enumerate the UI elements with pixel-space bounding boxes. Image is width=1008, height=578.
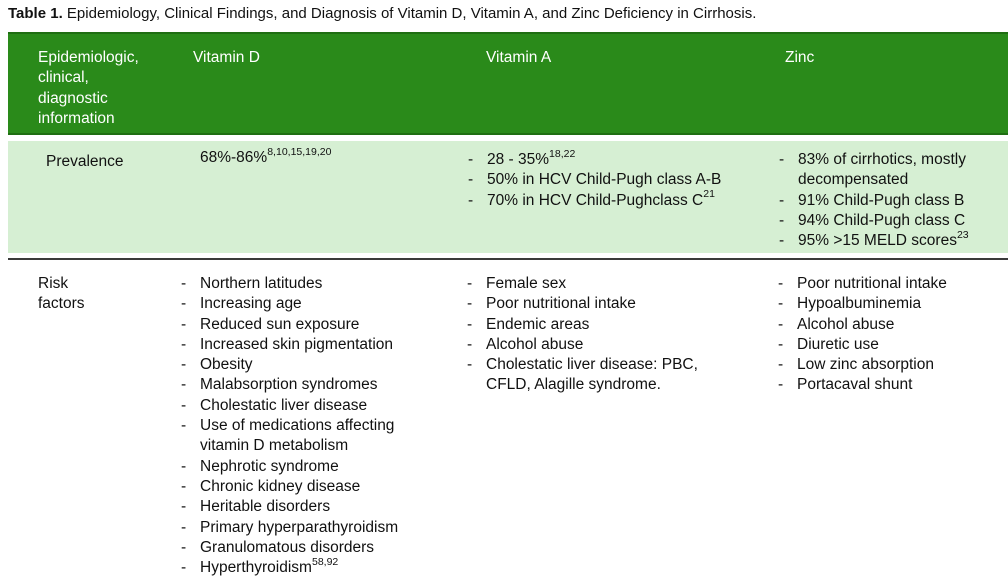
header-zinc: Zinc [785,49,815,66]
risk-vitamin-a [467,274,742,396]
list-item [778,335,993,355]
list-item-text: Hypoalbuminemia [797,295,922,313]
list-item-text: Granulomatous disorders [200,538,375,556]
list-item-text: Primary hyperparathyroidism [200,518,399,536]
list-item [778,355,993,375]
list-item-text: Low zinc absorption [797,356,934,374]
list-item [181,558,441,578]
list-item [181,335,441,355]
list-item [467,294,742,314]
list-item-text: Reduced sun exposure [200,315,360,333]
list-item [181,355,441,375]
list-item-text: Diuretic use [797,335,879,353]
risk-vitamin-a-list [467,274,742,396]
list-item [181,375,441,395]
table-caption-text: Epidemiology, Clinical Findings, and Diagnosis of Vitamin D, Vitamin A, and Zinc Deficiency in Cirrhosis. [62,5,757,22]
table-header [8,32,1008,135]
list-item-text: Poor nutritional intake [486,295,636,313]
prevalence-vitamin-d-value: 68%-86% [200,149,268,166]
reference-superscript: 58,92 [311,556,339,568]
prevalence-vitamin-d-ref: 8,10,15,19,20 [267,145,332,158]
list-item-text: Female sex [486,275,567,292]
list-item-text: Malabsorption syndromes [200,376,378,394]
list-item [467,335,742,355]
list-item [181,294,441,314]
list-item [778,315,993,335]
risk-vitamin-d [181,274,441,578]
list-item [468,170,768,190]
header-info-line: diagnostic [38,89,108,107]
list-item [181,538,441,558]
header-vitamin-d: Vitamin D [193,49,260,66]
list-item-text: 94% Child-Pugh class C [798,211,966,229]
list-item-text: Heritable disorders [200,498,331,516]
list-item-text: 91% Child-Pugh class B [798,191,965,209]
list-item [181,274,441,294]
risk-zinc [778,274,993,396]
list-item-text: Northern latitudes [200,275,323,292]
reference-superscript: 23 [956,229,969,242]
table-caption-label: Table 1. [8,5,63,22]
prevalence-vitamin-d [200,145,332,168]
list-item [779,191,994,211]
risk-zinc-list [778,274,993,396]
list-item-text: Use of medications affecting vitamin D metabolism [200,417,395,455]
header-info-column [38,48,139,129]
list-item-text: Poor nutritional intake [797,275,947,292]
list-item-text: Endemic areas [486,315,590,333]
list-item-text: 83% of cirrhotics, mostly decompensated [798,151,966,189]
list-item [181,477,441,497]
reference-superscript: 18,22 [549,147,576,160]
header-info-line: Epidemiologic, [38,49,139,66]
reference-superscript: 21 [703,188,715,201]
list-item [181,416,441,457]
table-caption [8,5,756,23]
prevalence-vitamin-a-list [468,147,768,211]
prevalence-vitamin-a [468,147,768,211]
list-item [779,231,994,251]
list-item [468,147,768,170]
list-item-text: Nephrotic syndrome [200,457,339,475]
list-item-text: Alcohol abuse [797,315,895,333]
list-item [779,150,994,191]
list-item [778,375,993,395]
list-item-text: 95% >15 MELD scores [798,232,957,250]
header-vitamin-a: Vitamin A [486,49,552,66]
header-info-line: clinical, [38,69,89,87]
row-divider [8,258,1008,260]
list-item-text: 50% in HCV Child-Pugh class A-B [487,171,722,189]
list-item [181,396,441,416]
prevalence-zinc-list [779,150,994,251]
list-item [181,497,441,517]
prevalence-label: Prevalence [46,153,124,170]
list-item [181,457,441,477]
list-item [181,518,441,538]
header-info-line: information [38,109,115,127]
list-item [467,315,742,335]
list-item-text: Portacaval shunt [797,376,913,394]
risk-factors-label [38,274,85,315]
list-item-text: Chronic kidney disease [200,477,361,495]
list-item-text: Hyperthyroidism [200,559,312,577]
list-item-text: Increased skin pigmentation [200,335,394,353]
list-item [778,294,993,314]
risk-factors-label-line: factors [38,295,85,313]
list-item-text: Increasing age [200,295,302,313]
list-item [468,188,768,211]
list-item [467,274,742,294]
risk-factors-label-line: Risk [38,275,69,292]
prevalence-zinc [779,150,994,251]
list-item [778,274,993,294]
list-item [181,315,441,335]
list-item-text: 70% in HCV Child-Pughclass C [487,191,704,209]
list-item-text: 28 - 35% [487,151,550,168]
list-item-text: Obesity [200,356,253,374]
prevalence-row [8,141,1008,253]
risk-vitamin-d-list [181,274,441,578]
list-item-text: Alcohol abuse [486,335,584,353]
list-item-text: Cholestatic liver disease: PBC, CFLD, Alagille syndrome. [486,356,698,394]
list-item [467,355,742,396]
list-item-text: Cholestatic liver disease [200,396,368,414]
